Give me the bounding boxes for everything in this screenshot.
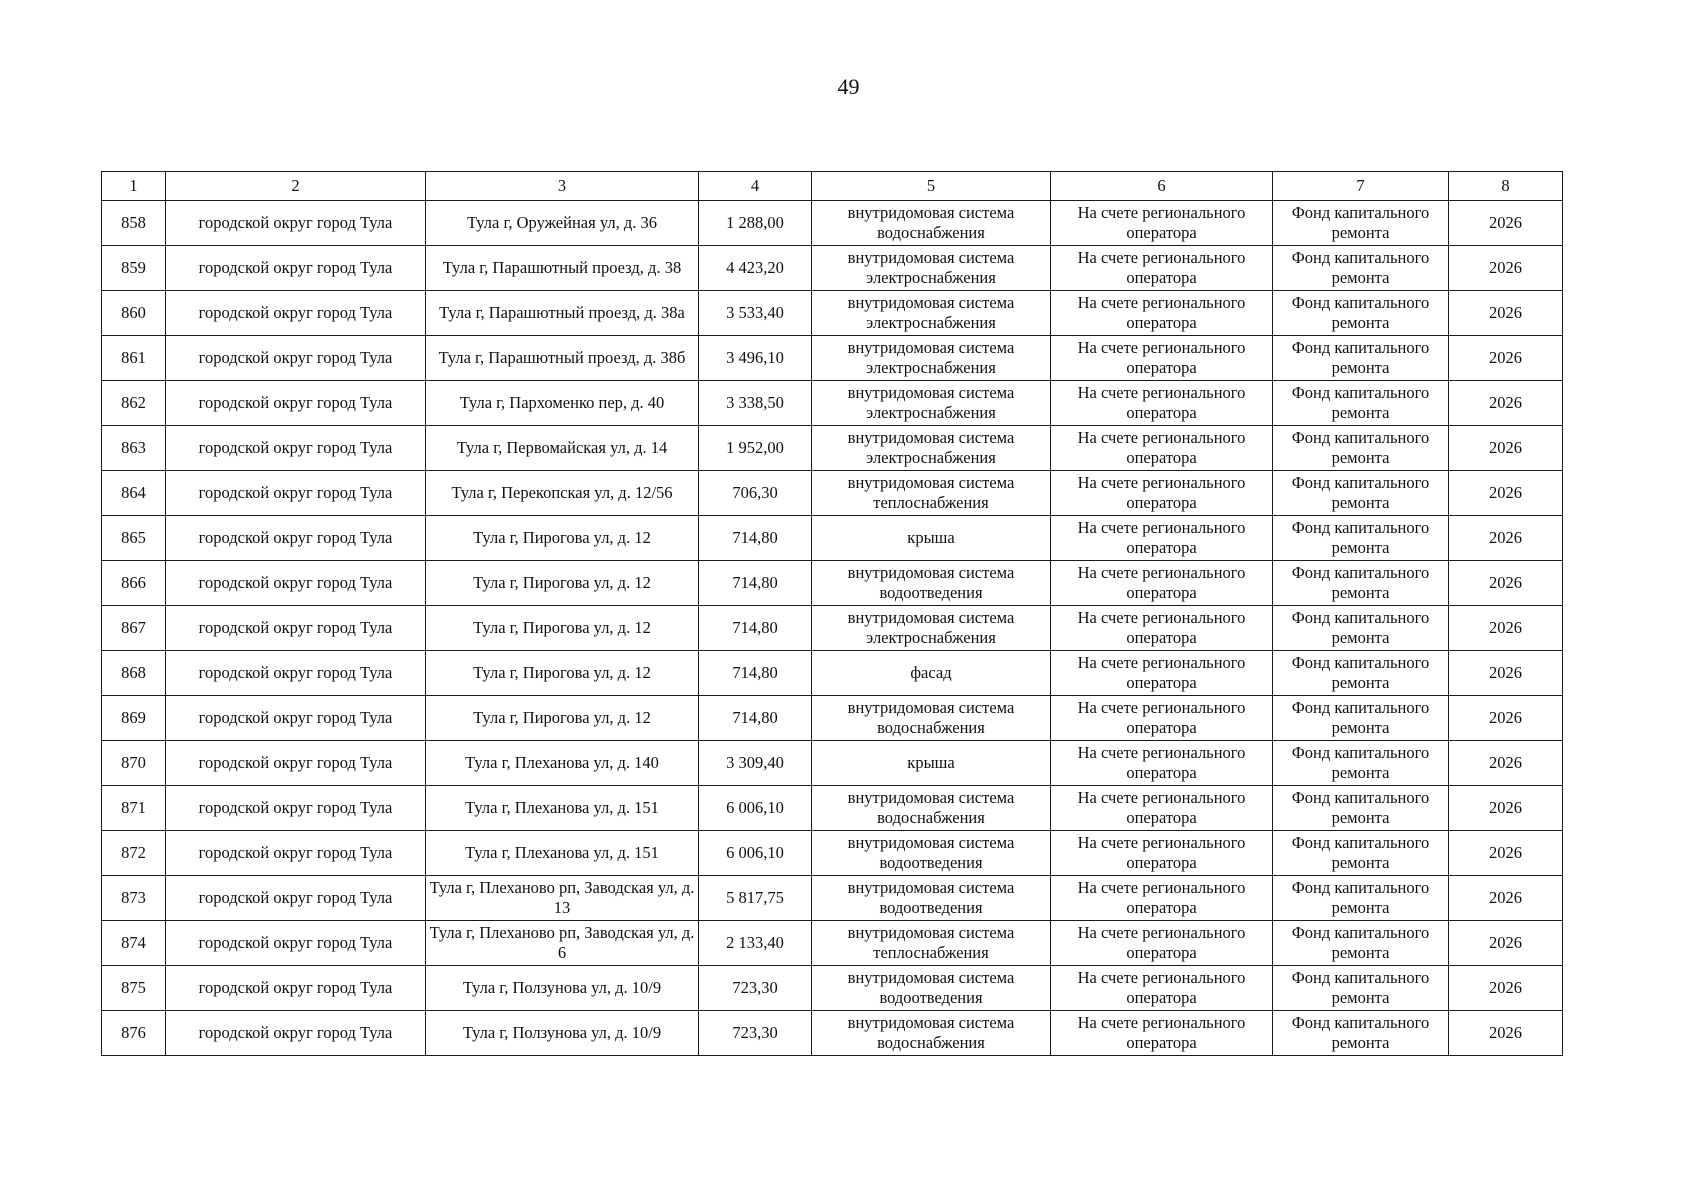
- column-header: 2: [166, 172, 426, 201]
- table-row: [102, 606, 1563, 651]
- address-cell: Тула г, Ползунова ул, д. 10/9: [426, 1011, 699, 1056]
- municipality-cell: городской округ город Тула: [166, 966, 426, 1011]
- row-number-cell: 871: [102, 786, 166, 831]
- area-cell: 714,80: [699, 516, 812, 561]
- table-row: [102, 786, 1563, 831]
- municipality-cell: городской округ город Тула: [166, 786, 426, 831]
- funding-source-cell: Фонд капитального ремонта: [1273, 561, 1449, 606]
- funding-source-cell: Фонд капитального ремонта: [1273, 741, 1449, 786]
- work-type-cell: фасад: [812, 651, 1051, 696]
- work-type-cell: внутридомовая система электроснабжения: [812, 336, 1051, 381]
- row-number-cell: 860: [102, 291, 166, 336]
- year-cell: 2026: [1449, 786, 1563, 831]
- column-header: 8: [1449, 172, 1563, 201]
- table-row: [102, 651, 1563, 696]
- funding-source-cell: Фонд капитального ремонта: [1273, 516, 1449, 561]
- fund-method-cell: На счете регионального оператора: [1051, 876, 1273, 921]
- row-number-cell: 866: [102, 561, 166, 606]
- area-cell: 3 338,50: [699, 381, 812, 426]
- work-type-cell: внутридомовая система водоснабжения: [812, 201, 1051, 246]
- fund-method-cell: На счете регионального оператора: [1051, 201, 1273, 246]
- work-type-cell: внутридомовая система водоснабжения: [812, 1011, 1051, 1056]
- funding-source-cell: Фонд капитального ремонта: [1273, 426, 1449, 471]
- area-cell: 706,30: [699, 471, 812, 516]
- address-cell: Тула г, Пирогова ул, д. 12: [426, 561, 699, 606]
- funding-source-cell: Фонд капитального ремонта: [1273, 786, 1449, 831]
- work-type-cell: внутридомовая система электроснабжения: [812, 381, 1051, 426]
- municipality-cell: городской округ город Тула: [166, 381, 426, 426]
- municipality-cell: городской округ город Тула: [166, 696, 426, 741]
- area-cell: 6 006,10: [699, 786, 812, 831]
- fund-method-cell: На счете регионального оператора: [1051, 651, 1273, 696]
- municipality-cell: городской округ город Тула: [166, 741, 426, 786]
- year-cell: 2026: [1449, 291, 1563, 336]
- fund-method-cell: На счете регионального оператора: [1051, 291, 1273, 336]
- table-row: [102, 381, 1563, 426]
- work-type-cell: внутридомовая система водоотведения: [812, 966, 1051, 1011]
- area-cell: 3 496,10: [699, 336, 812, 381]
- fund-method-cell: На счете регионального оператора: [1051, 426, 1273, 471]
- page-number: 49: [837, 74, 860, 99]
- table-body: [102, 172, 1563, 1056]
- year-cell: 2026: [1449, 561, 1563, 606]
- year-cell: 2026: [1449, 516, 1563, 561]
- fund-method-cell: На счете регионального оператора: [1051, 696, 1273, 741]
- year-cell: 2026: [1449, 966, 1563, 1011]
- row-number-cell: 861: [102, 336, 166, 381]
- year-cell: 2026: [1449, 246, 1563, 291]
- table-row: [102, 921, 1563, 966]
- funding-source-cell: Фонд капитального ремонта: [1273, 201, 1449, 246]
- year-cell: 2026: [1449, 696, 1563, 741]
- area-cell: 2 133,40: [699, 921, 812, 966]
- address-cell: Тула г, Пирогова ул, д. 12: [426, 606, 699, 651]
- column-header: 3: [426, 172, 699, 201]
- municipality-cell: городской округ город Тула: [166, 471, 426, 516]
- municipality-cell: городской округ город Тула: [166, 426, 426, 471]
- row-number-cell: 876: [102, 1011, 166, 1056]
- area-cell: 5 817,75: [699, 876, 812, 921]
- address-cell: Тула г, Первомайская ул, д. 14: [426, 426, 699, 471]
- address-cell: Тула г, Пархоменко пер, д. 40: [426, 381, 699, 426]
- table-row: [102, 561, 1563, 606]
- funding-source-cell: Фонд капитального ремонта: [1273, 966, 1449, 1011]
- municipality-cell: городской округ город Тула: [166, 516, 426, 561]
- funding-source-cell: Фонд капитального ремонта: [1273, 831, 1449, 876]
- area-cell: 723,30: [699, 1011, 812, 1056]
- work-type-cell: внутридомовая система теплоснабжения: [812, 921, 1051, 966]
- row-number-cell: 865: [102, 516, 166, 561]
- table-row: [102, 291, 1563, 336]
- fund-method-cell: На счете регионального оператора: [1051, 606, 1273, 651]
- fund-method-cell: На счете регионального оператора: [1051, 336, 1273, 381]
- row-number-cell: 863: [102, 426, 166, 471]
- table-row: [102, 966, 1563, 1011]
- fund-method-cell: На счете регионального оператора: [1051, 741, 1273, 786]
- municipality-cell: городской округ город Тула: [166, 336, 426, 381]
- funding-source-cell: Фонд капитального ремонта: [1273, 651, 1449, 696]
- address-cell: Тула г, Ползунова ул, д. 10/9: [426, 966, 699, 1011]
- area-cell: 714,80: [699, 606, 812, 651]
- work-type-cell: внутридомовая система водоснабжения: [812, 696, 1051, 741]
- fund-method-cell: На счете регионального оператора: [1051, 786, 1273, 831]
- row-number-cell: 875: [102, 966, 166, 1011]
- year-cell: 2026: [1449, 741, 1563, 786]
- funding-source-cell: Фонд капитального ремонта: [1273, 696, 1449, 741]
- year-cell: 2026: [1449, 831, 1563, 876]
- year-cell: 2026: [1449, 201, 1563, 246]
- address-cell: Тула г, Пирогова ул, д. 12: [426, 516, 699, 561]
- address-cell: Тула г, Оружейная ул, д. 36: [426, 201, 699, 246]
- work-type-cell: внутридомовая система электроснабжения: [812, 246, 1051, 291]
- table-row: [102, 696, 1563, 741]
- address-cell: Тула г, Пирогова ул, д. 12: [426, 651, 699, 696]
- work-type-cell: внутридомовая система водоснабжения: [812, 786, 1051, 831]
- address-cell: Тула г, Плеханово рп, Заводская ул, д. 13: [426, 876, 699, 921]
- year-cell: 2026: [1449, 471, 1563, 516]
- area-cell: 4 423,20: [699, 246, 812, 291]
- address-cell: Тула г, Перекопская ул, д. 12/56: [426, 471, 699, 516]
- row-number-cell: 864: [102, 471, 166, 516]
- work-type-cell: внутридомовая система теплоснабжения: [812, 471, 1051, 516]
- table-row: [102, 516, 1563, 561]
- column-number-row: [102, 172, 1563, 201]
- municipality-cell: городской округ город Тула: [166, 651, 426, 696]
- address-cell: Тула г, Пирогова ул, д. 12: [426, 696, 699, 741]
- work-type-cell: внутридомовая система электроснабжения: [812, 426, 1051, 471]
- fund-method-cell: На счете регионального оператора: [1051, 471, 1273, 516]
- funding-source-cell: Фонд капитального ремонта: [1273, 921, 1449, 966]
- fund-method-cell: На счете регионального оператора: [1051, 1011, 1273, 1056]
- municipality-cell: городской округ город Тула: [166, 921, 426, 966]
- table-row: [102, 201, 1563, 246]
- address-cell: Тула г, Парашютный проезд, д. 38: [426, 246, 699, 291]
- fund-method-cell: На счете регионального оператора: [1051, 561, 1273, 606]
- municipality-cell: городской округ город Тула: [166, 831, 426, 876]
- table-row: [102, 336, 1563, 381]
- area-cell: 1 952,00: [699, 426, 812, 471]
- area-cell: 1 288,00: [699, 201, 812, 246]
- area-cell: 714,80: [699, 696, 812, 741]
- year-cell: 2026: [1449, 876, 1563, 921]
- municipality-cell: городской округ город Тула: [166, 201, 426, 246]
- row-number-cell: 873: [102, 876, 166, 921]
- year-cell: 2026: [1449, 426, 1563, 471]
- fund-method-cell: На счете регионального оператора: [1051, 921, 1273, 966]
- table-row: [102, 876, 1563, 921]
- column-header: 7: [1273, 172, 1449, 201]
- municipality-cell: городской округ город Тула: [166, 246, 426, 291]
- municipality-cell: городской округ город Тула: [166, 606, 426, 651]
- funding-source-cell: Фонд капитального ремонта: [1273, 381, 1449, 426]
- work-type-cell: крыша: [812, 516, 1051, 561]
- municipality-cell: городской округ город Тула: [166, 876, 426, 921]
- table-row: [102, 426, 1563, 471]
- year-cell: 2026: [1449, 381, 1563, 426]
- fund-method-cell: На счете регионального оператора: [1051, 831, 1273, 876]
- table-row: [102, 831, 1563, 876]
- year-cell: 2026: [1449, 921, 1563, 966]
- row-number-cell: 859: [102, 246, 166, 291]
- column-header: 5: [812, 172, 1051, 201]
- work-type-cell: крыша: [812, 741, 1051, 786]
- table-row: [102, 246, 1563, 291]
- year-cell: 2026: [1449, 1011, 1563, 1056]
- address-cell: Тула г, Парашютный проезд, д. 38а: [426, 291, 699, 336]
- year-cell: 2026: [1449, 606, 1563, 651]
- municipality-cell: городской округ город Тула: [166, 291, 426, 336]
- work-type-cell: внутридомовая система электроснабжения: [812, 291, 1051, 336]
- row-number-cell: 862: [102, 381, 166, 426]
- fund-method-cell: На счете регионального оператора: [1051, 966, 1273, 1011]
- funding-source-cell: Фонд капитального ремонта: [1273, 471, 1449, 516]
- row-number-cell: 874: [102, 921, 166, 966]
- municipality-cell: городской округ город Тула: [166, 561, 426, 606]
- area-cell: 6 006,10: [699, 831, 812, 876]
- fund-method-cell: На счете регионального оператора: [1051, 381, 1273, 426]
- work-type-cell: внутридомовая система водоотведения: [812, 561, 1051, 606]
- address-cell: Тула г, Плеханова ул, д. 151: [426, 786, 699, 831]
- year-cell: 2026: [1449, 651, 1563, 696]
- row-number-cell: 870: [102, 741, 166, 786]
- address-cell: Тула г, Парашютный проезд, д. 38б: [426, 336, 699, 381]
- funding-source-cell: Фонд капитального ремонта: [1273, 876, 1449, 921]
- area-cell: 714,80: [699, 561, 812, 606]
- row-number-cell: 858: [102, 201, 166, 246]
- area-cell: 3 309,40: [699, 741, 812, 786]
- fund-method-cell: На счете регионального оператора: [1051, 516, 1273, 561]
- column-header: 6: [1051, 172, 1273, 201]
- table-row: [102, 471, 1563, 516]
- column-header: 4: [699, 172, 812, 201]
- area-cell: 714,80: [699, 651, 812, 696]
- funding-source-cell: Фонд капитального ремонта: [1273, 336, 1449, 381]
- table-row: [102, 741, 1563, 786]
- work-type-cell: внутридомовая система водоотведения: [812, 876, 1051, 921]
- area-cell: 723,30: [699, 966, 812, 1011]
- funding-source-cell: Фонд капитального ремонта: [1273, 291, 1449, 336]
- address-cell: Тула г, Плеханова ул, д. 140: [426, 741, 699, 786]
- capital-repair-table: [101, 171, 1563, 1056]
- address-cell: Тула г, Плеханово рп, Заводская ул, д. 6: [426, 921, 699, 966]
- year-cell: 2026: [1449, 336, 1563, 381]
- row-number-cell: 867: [102, 606, 166, 651]
- row-number-cell: 869: [102, 696, 166, 741]
- table-row: [102, 1011, 1563, 1056]
- area-cell: 3 533,40: [699, 291, 812, 336]
- work-type-cell: внутридомовая система водоотведения: [812, 831, 1051, 876]
- funding-source-cell: Фонд капитального ремонта: [1273, 246, 1449, 291]
- work-type-cell: внутридомовая система электроснабжения: [812, 606, 1051, 651]
- address-cell: Тула г, Плеханова ул, д. 151: [426, 831, 699, 876]
- fund-method-cell: На счете регионального оператора: [1051, 246, 1273, 291]
- funding-source-cell: Фонд капитального ремонта: [1273, 1011, 1449, 1056]
- row-number-cell: 868: [102, 651, 166, 696]
- column-header: 1: [102, 172, 166, 201]
- row-number-cell: 872: [102, 831, 166, 876]
- municipality-cell: городской округ город Тула: [166, 1011, 426, 1056]
- funding-source-cell: Фонд капитального ремонта: [1273, 606, 1449, 651]
